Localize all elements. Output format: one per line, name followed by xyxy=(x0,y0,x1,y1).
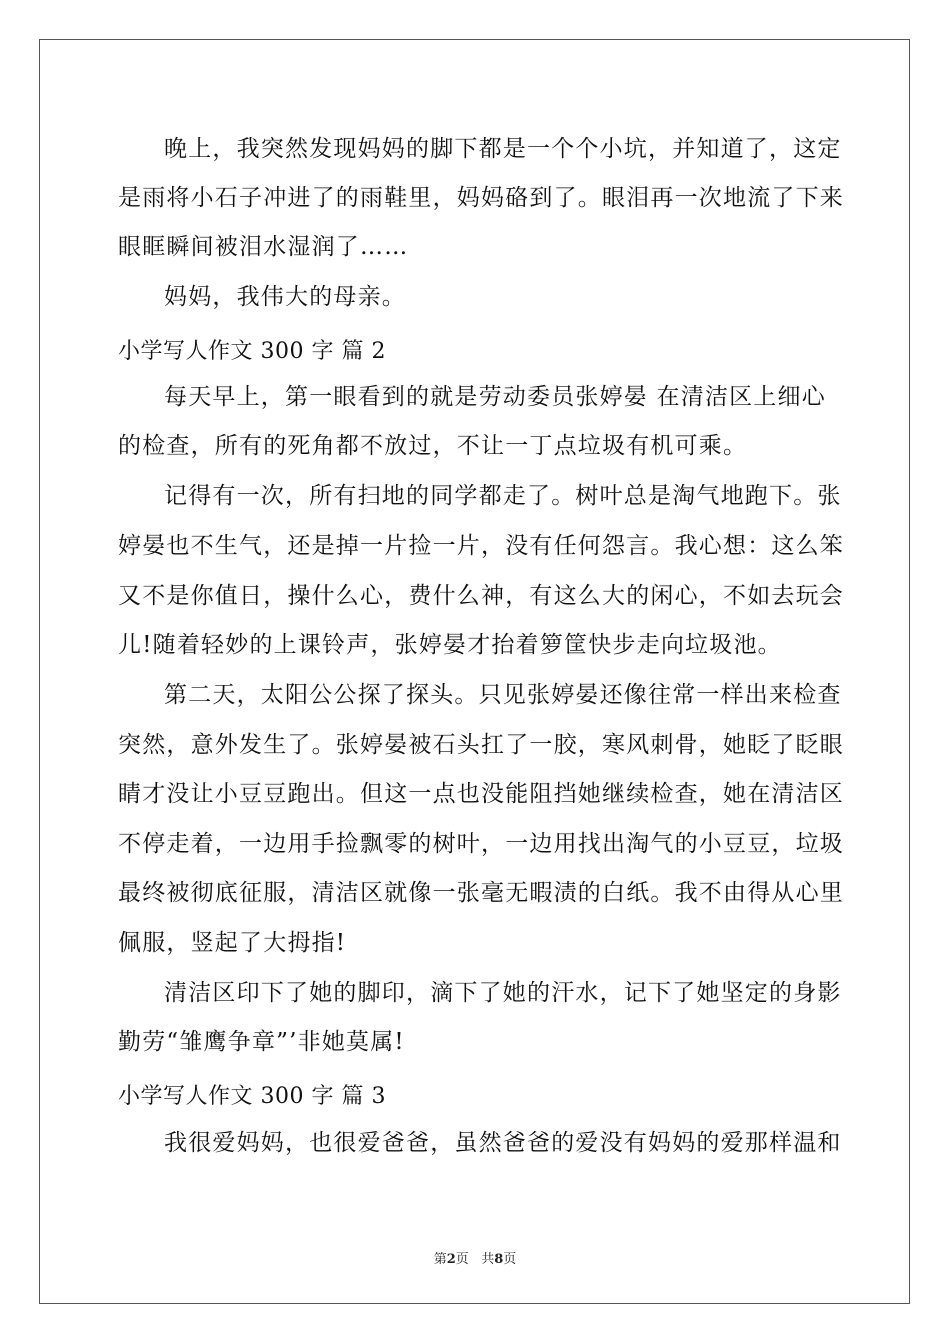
section-heading: 小学写人作文 300 字 篇 3 xyxy=(118,1084,386,1109)
footer-page-suffix: 页 xyxy=(503,1252,517,1267)
page-border xyxy=(39,39,910,1304)
paragraph-line: 是雨将小石子冲进了的雨鞋里，妈妈硌到了。眼泪再一次地流了下来 xyxy=(118,185,844,211)
paragraph-line: 我很爱妈妈，也很爱爸爸，虽然爸爸的爱没有妈妈的爱那样温和 xyxy=(164,1130,842,1156)
paragraph-line: 不停走着，一边用手捡飘零的树叶，一边用找出淘气的小豆豆，垃圾 xyxy=(118,831,844,857)
paragraph-line: 晚上，我突然发现妈妈的脚下都是一个个小坑，并知道了，这定 xyxy=(164,136,842,162)
paragraph-line: 第二天，太阳公公探了探头。只见张婷晏还像往常一样出来检查 xyxy=(164,682,842,708)
paragraph-line: 睛才没让小豆豆跑出。但这一点也没能阻挡她继续检查，她在清洁区 xyxy=(118,781,844,807)
page-footer xyxy=(0,1248,950,1267)
paragraph-line: 妈妈，我伟大的母亲。 xyxy=(164,284,406,310)
paragraph-line: 的检查，所有的死角都不放过，不让一丁点垃圾有机可乘。 xyxy=(118,433,748,459)
footer-page-total: 8 xyxy=(494,1252,504,1267)
paragraph-line: 眼眶瞬间被泪水湿润了…… xyxy=(118,234,409,260)
paragraph-line: 婷晏也不生气，还是掉一片捡一片，没有任何怨言。我心想：这么笨 xyxy=(118,533,844,559)
paragraph-line: 清洁区印下了她的脚印，滴下了她的汗水，记下了她坚定的身影 xyxy=(164,980,842,1006)
paragraph-line: 勤劳“雏鹰争章”’非她莫属! xyxy=(118,1029,405,1055)
paragraph-line: 佩服，竖起了大拇指! xyxy=(118,930,347,956)
paragraph-line: 又不是你值日，操什么心，费什么神，有这么大的闲心，不如去玩会 xyxy=(118,583,844,609)
paragraph-line: 每天早上，第一眼看到的就是劳动委员张婷晏 在清洁区上细心 xyxy=(164,384,826,410)
section-heading: 小学写人作文 300 字 篇 2 xyxy=(118,339,386,364)
footer-page-mid: 页 共 xyxy=(455,1252,495,1267)
paragraph-line: 记得有一次，所有扫地的同学都走了。树叶总是淘气地跑下。张 xyxy=(164,483,842,509)
footer-page-prefix: 第 xyxy=(433,1252,447,1267)
paragraph-line: 儿!随着轻妙的上课铃声，张婷晏才抬着箩筐快步走向垃圾池。 xyxy=(118,632,782,658)
footer-page-current: 2 xyxy=(446,1252,456,1267)
paragraph-line: 最终被彻底征服，清洁区就像一张毫无暇渍的白纸。我不由得从心里 xyxy=(118,880,844,906)
paragraph-line: 突然，意外发生了。张婷晏被石头扛了一胶，寒风刺骨，她眨了眨眼 xyxy=(118,732,844,758)
